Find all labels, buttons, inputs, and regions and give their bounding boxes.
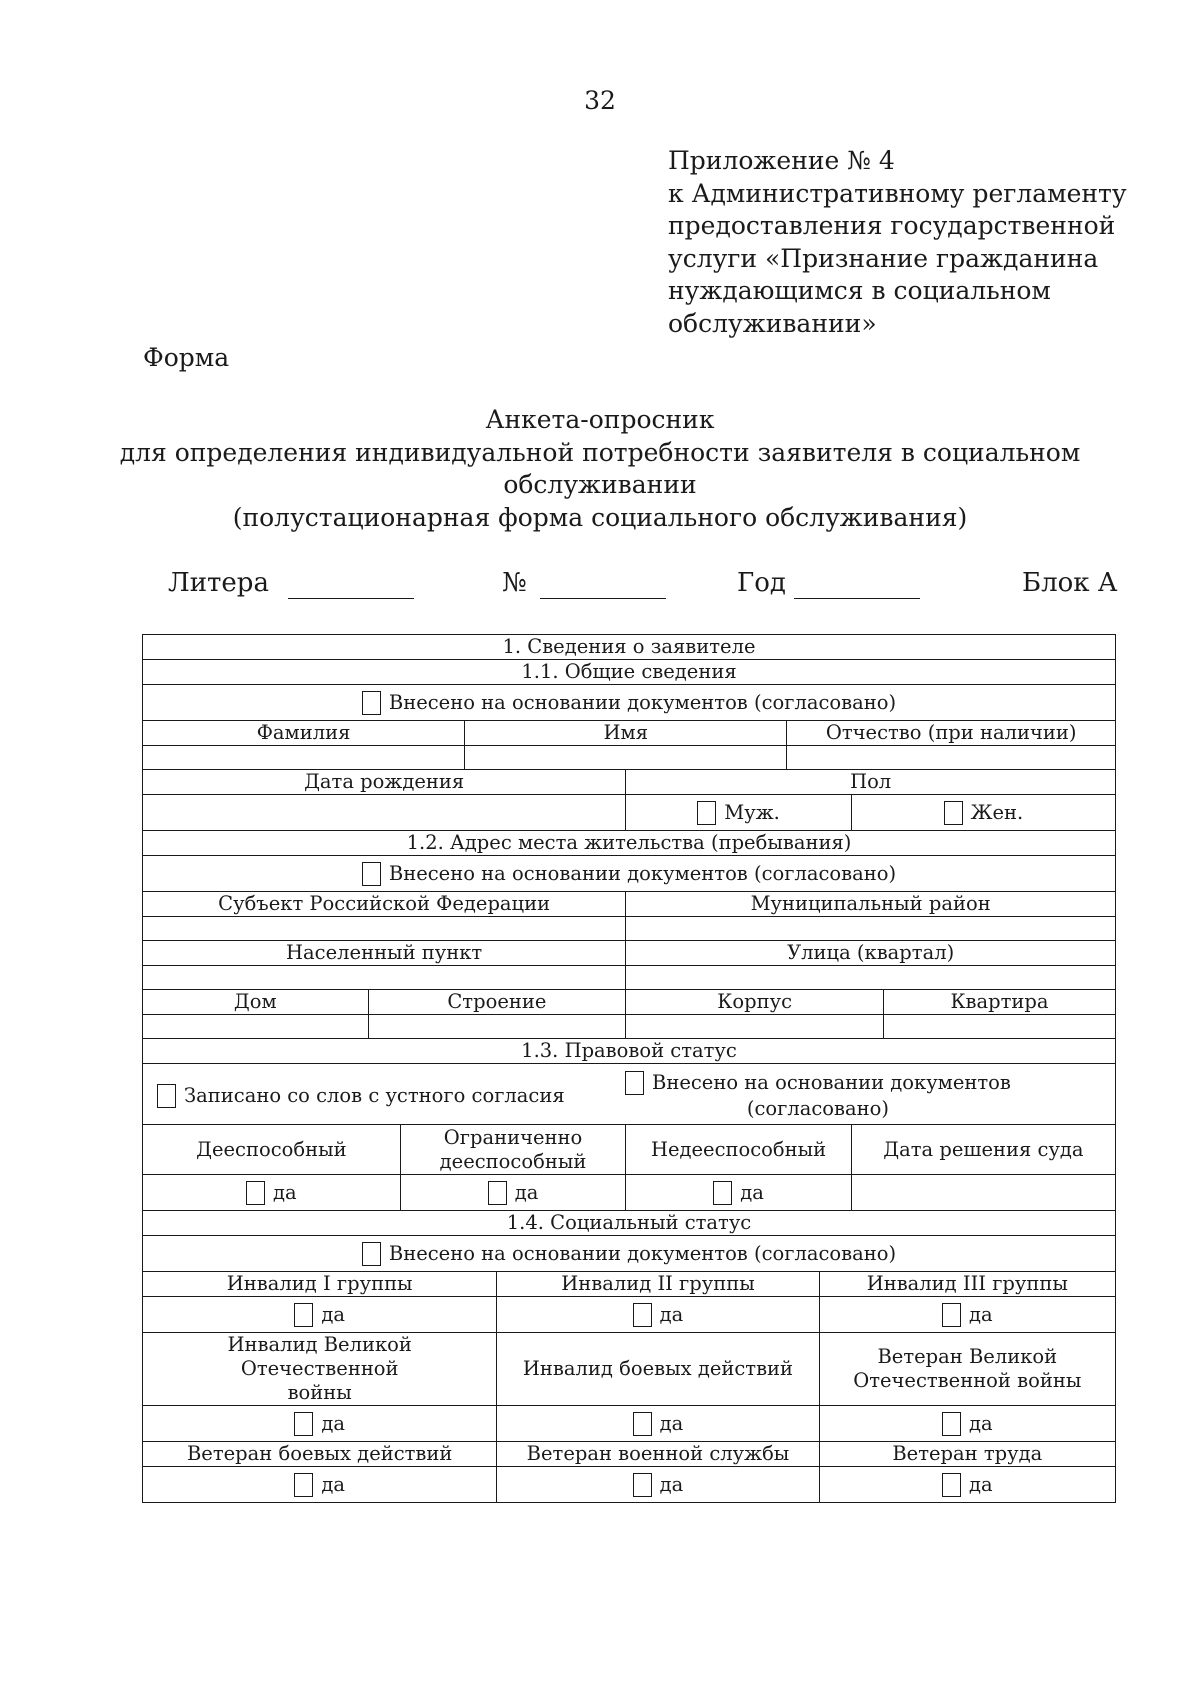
vet-military-label: Ветеран военной службы	[497, 1442, 819, 1467]
yes-label: да	[659, 1302, 684, 1326]
litera-field[interactable]	[288, 598, 414, 599]
title-line: обслуживании	[503, 470, 697, 499]
birth-date-field[interactable]	[143, 795, 626, 831]
title-line: (полустационарная форма социального обслуживания)	[232, 502, 968, 532]
inv1-checkbox[interactable]	[294, 1303, 313, 1327]
appendix-header	[668, 145, 1188, 340]
vet-wwii-line2: Отечественной войны	[853, 1369, 1082, 1392]
vet-military-option	[497, 1467, 819, 1503]
year-label: Год	[737, 568, 786, 598]
female-option	[851, 795, 1115, 831]
limited-line2: дееспособный	[439, 1149, 587, 1173]
yes-label: да	[273, 1180, 297, 1204]
docs-option	[625, 1070, 1011, 1122]
block-label: Блок А	[1022, 568, 1118, 598]
appendix-line: Приложение № 4	[668, 146, 895, 175]
docs-checkbox[interactable]	[362, 691, 381, 715]
vet-combat-option	[143, 1467, 497, 1503]
capable-label: Дееспособный	[143, 1125, 401, 1175]
legal-status-source-row	[143, 1064, 1116, 1125]
appendix-line: к Административному регламенту	[668, 178, 1127, 208]
capable-checkbox[interactable]	[246, 1181, 265, 1205]
yes-label: да	[321, 1472, 346, 1496]
vet-wwii-checkbox[interactable]	[942, 1412, 961, 1436]
incapable-checkbox[interactable]	[713, 1181, 732, 1205]
form-label: Форма	[143, 343, 230, 372]
male-checkbox[interactable]	[697, 801, 716, 825]
checkbox-label: Внесено на основании документов (согласовано)	[388, 861, 897, 885]
page-number: 32	[584, 86, 616, 115]
document-title	[0, 404, 1200, 534]
name-field[interactable]	[465, 746, 787, 770]
inv-combat-checkbox[interactable]	[633, 1412, 652, 1436]
subsection-heading: 1.1. Общие сведения	[143, 660, 1116, 685]
birth-date-label: Дата рождения	[143, 770, 626, 795]
inv3-label: Инвалид III группы	[819, 1272, 1115, 1297]
apartment-field[interactable]	[884, 1015, 1116, 1039]
docs-checkbox-row	[143, 1236, 1116, 1272]
locality-label: Населенный пункт	[143, 941, 626, 966]
vet-combat-checkbox[interactable]	[294, 1473, 313, 1497]
title-line: для определения индивидуальной потребности заявителя в социальном	[119, 437, 1081, 467]
district-label: Муниципальный район	[626, 892, 1116, 917]
oral-checkbox[interactable]	[157, 1084, 176, 1108]
registration-row	[0, 568, 1200, 608]
locality-field[interactable]	[143, 966, 626, 990]
inv2-option	[497, 1297, 819, 1333]
limited-option	[400, 1175, 626, 1211]
building-label: Строение	[368, 990, 626, 1015]
appendix-line: нуждающимся в социальном	[668, 276, 1051, 305]
building-field[interactable]	[368, 1015, 626, 1039]
block-field[interactable]	[626, 1015, 884, 1039]
vet-labor-option	[819, 1467, 1115, 1503]
female-label: Жен.	[970, 800, 1024, 824]
inv-wwii-option	[143, 1406, 497, 1442]
checkbox-label: Внесено на основании документов (согласовано)	[388, 690, 897, 714]
title-line: Анкета-опросник	[485, 405, 715, 434]
subsection-heading: 1.3. Правовой статус	[143, 1039, 1116, 1064]
female-checkbox[interactable]	[944, 801, 963, 825]
inv3-checkbox[interactable]	[942, 1303, 961, 1327]
inv-combat-label: Инвалид боевых действий	[497, 1333, 819, 1406]
inv-wwii-checkbox[interactable]	[294, 1412, 313, 1436]
district-field[interactable]	[626, 917, 1116, 941]
docs-checkbox-row	[143, 856, 1116, 892]
docs-label-line1: Внесено на основании документов	[652, 1071, 1011, 1094]
sex-label: Пол	[626, 770, 1116, 795]
name-label: Имя	[465, 721, 787, 746]
inv2-checkbox[interactable]	[633, 1303, 652, 1327]
inv-combat-option	[497, 1406, 819, 1442]
house-field[interactable]	[143, 1015, 369, 1039]
block-label: Корпус	[626, 990, 884, 1015]
incapable-label: Недееспособный	[626, 1125, 852, 1175]
yes-label: да	[659, 1472, 684, 1496]
patronymic-field[interactable]	[787, 746, 1116, 770]
number-field[interactable]	[540, 598, 666, 599]
appendix-line: предоставления государственной	[668, 211, 1116, 240]
section-heading: 1. Сведения о заявителе	[143, 635, 1116, 660]
inv-wwii-line1: Инвалид Великой Отечественной	[227, 1333, 412, 1380]
vet-wwii-line1: Ветеран Великой	[877, 1345, 1058, 1368]
surname-field[interactable]	[143, 746, 465, 770]
apartment-label: Квартира	[884, 990, 1116, 1015]
subsection-heading: 1.2. Адрес места жительства (пребывания)	[143, 831, 1116, 856]
docs-checkbox[interactable]	[362, 862, 381, 886]
docs-checkbox[interactable]	[625, 1071, 644, 1095]
yes-label: да	[740, 1180, 764, 1204]
yes-label: да	[321, 1411, 346, 1435]
inv1-option	[143, 1297, 497, 1333]
docs-checkbox[interactable]	[362, 1242, 381, 1266]
court-date-label: Дата решения суда	[851, 1125, 1115, 1175]
inv-wwii-label	[143, 1333, 497, 1406]
vet-wwii-label	[819, 1333, 1115, 1406]
appendix-line: обслуживании»	[668, 308, 877, 338]
capable-option	[143, 1175, 401, 1211]
street-field[interactable]	[626, 966, 1116, 990]
inv-wwii-line2: войны	[287, 1381, 352, 1404]
inv1-label: Инвалид I группы	[143, 1272, 497, 1297]
male-label: Муж.	[724, 800, 780, 824]
inv3-option	[819, 1297, 1115, 1333]
docs-label-line2: (согласовано)	[746, 1097, 889, 1120]
surname-label: Фамилия	[143, 721, 465, 746]
limited-checkbox[interactable]	[488, 1181, 507, 1205]
oral-label: Записано со слов с устного согласия	[184, 1084, 565, 1107]
patronymic-label: Отчество (при наличии)	[787, 721, 1116, 746]
limited-capable-label	[400, 1125, 626, 1175]
court-date-field[interactable]	[851, 1175, 1115, 1211]
applicant-form-table	[142, 634, 1116, 1503]
yes-label: да	[514, 1180, 539, 1204]
oral-option	[157, 1084, 565, 1108]
vet-combat-label: Ветеран боевых действий	[143, 1442, 497, 1467]
inv2-label: Инвалид II группы	[497, 1272, 819, 1297]
yes-label: да	[968, 1411, 993, 1435]
male-option	[626, 795, 852, 831]
checkbox-label: Внесено на основании документов (согласовано)	[388, 1241, 897, 1265]
docs-checkbox-row	[143, 685, 1116, 721]
yes-label: да	[968, 1302, 993, 1326]
yes-label: да	[659, 1411, 684, 1435]
vet-labor-label: Ветеран труда	[819, 1442, 1115, 1467]
subject-label: Субъект Российской Федерации	[143, 892, 626, 917]
yes-label: да	[968, 1472, 993, 1496]
number-label: №	[502, 568, 527, 598]
vet-military-checkbox[interactable]	[633, 1473, 652, 1497]
yes-label: да	[321, 1302, 346, 1326]
vet-wwii-option	[819, 1406, 1115, 1442]
appendix-line: услуги «Признание гражданина	[668, 243, 1099, 273]
subsection-heading: 1.4. Социальный статус	[143, 1211, 1116, 1236]
street-label: Улица (квартал)	[626, 941, 1116, 966]
litera-label: Литера	[168, 568, 269, 598]
limited-line1: Ограниченно	[443, 1125, 583, 1149]
house-label: Дом	[143, 990, 369, 1015]
year-field[interactable]	[794, 598, 920, 599]
incapable-option	[626, 1175, 852, 1211]
subject-field[interactable]	[143, 917, 626, 941]
vet-labor-checkbox[interactable]	[942, 1473, 961, 1497]
